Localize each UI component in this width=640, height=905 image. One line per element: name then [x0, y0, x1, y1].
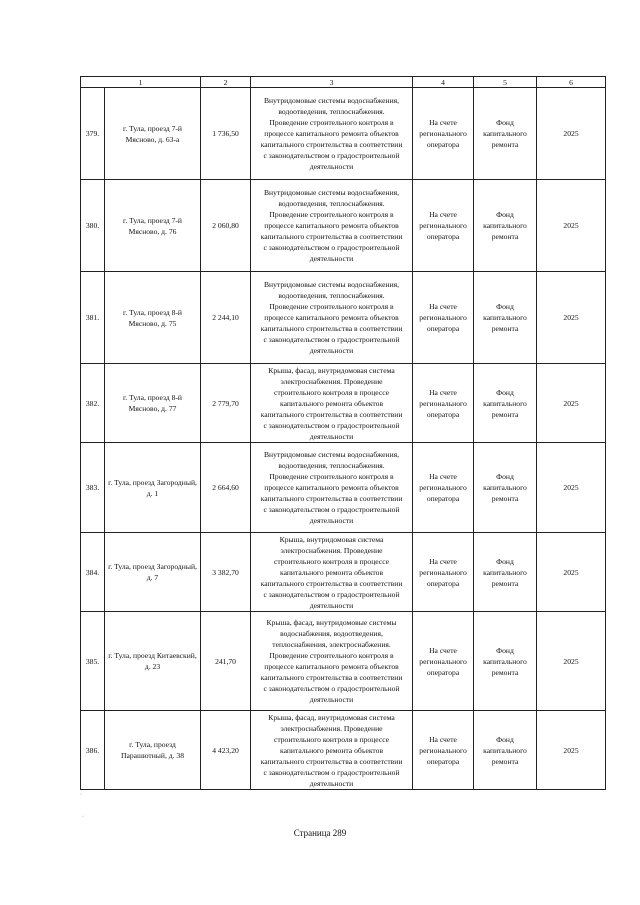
header-col-2: 2 [201, 77, 251, 88]
row-works: Внутридомовые системы водоснабжения, водоотведения, теплоснабжения. Проведение строительного контроля в процессе капитального ремонта объектов капитального строительства в соответствии с законодательством о градостроительной деятельности [251, 88, 413, 180]
row-number: 380. [81, 180, 105, 272]
row-year: 2025 [537, 88, 606, 180]
table-row [81, 711, 606, 790]
row-works: Внутридомовые системы водоснабжения, водоотведения, теплоснабжения. Проведение строительного контроля в процессе капитального ремонта объектов капитального строительства в соответствии с законодательством о градостроительной деятельности [251, 443, 413, 533]
row-cost: 2 060,80 [201, 180, 251, 272]
table-row [81, 88, 606, 180]
header-col-5: 5 [474, 77, 537, 88]
row-fund: Фонд капитального ремонта [474, 180, 537, 272]
row-year: 2025 [537, 272, 606, 364]
row-number: 385. [81, 612, 105, 711]
row-number: 384. [81, 533, 105, 612]
row-source: На счете регионального оператора [413, 443, 474, 533]
row-address: г. Тула, проезд Загородный, д. 7 [105, 533, 201, 612]
row-source: На счете регионального оператора [413, 180, 474, 272]
row-year: 2025 [537, 180, 606, 272]
row-number: 379. [81, 88, 105, 180]
row-fund: Фонд капитального ремонта [474, 88, 537, 180]
row-cost: 2 664,60 [201, 443, 251, 533]
table-row [81, 180, 606, 272]
row-number: 381. [81, 272, 105, 364]
row-cost: 3 382,70 [201, 533, 251, 612]
row-works: Крыша, внутридомовая система электроснабжения. Проведение строительного контроля в процессе капитального ремонта объектов капитального строительства в соответствии с законодательством о градостроительной деятельности [251, 533, 413, 612]
header-row [81, 77, 606, 88]
row-number: 382. [81, 364, 105, 443]
row-year: 2025 [537, 443, 606, 533]
row-source: На счете регионального оператора [413, 533, 474, 612]
row-number: 383. [81, 443, 105, 533]
scan-artifact: · [80, 792, 82, 798]
row-source: На счете регионального оператора [413, 364, 474, 443]
row-fund: Фонд капитального ремонта [474, 533, 537, 612]
table-row [81, 533, 606, 612]
row-fund: Фонд капитального ремонта [474, 612, 537, 711]
row-fund: Фонд капитального ремонта [474, 364, 537, 443]
row-fund: Фонд капитального ремонта [474, 711, 537, 790]
table-row [81, 272, 606, 364]
row-source: На счете регионального оператора [413, 612, 474, 711]
row-source: На счете регионального оператора [413, 272, 474, 364]
header-col-3: 3 [251, 77, 413, 88]
header-col-4: 4 [413, 77, 474, 88]
page-number: Страница 289 [293, 828, 347, 838]
repair-schedule-table [80, 76, 606, 790]
row-works: Крыша, фасад, внутридомовая система электроснабжения. Проведение строительного контроля в процессе капитального ремонта объектов капитального строительства в соответствии с законодательством о градостроительной деятельности [251, 364, 413, 443]
row-year: 2025 [537, 364, 606, 443]
row-year: 2025 [537, 711, 606, 790]
row-source: На счете регионального оператора [413, 711, 474, 790]
row-fund: Фонд капитального ремонта [474, 272, 537, 364]
row-cost: 4 423,20 [201, 711, 251, 790]
row-works: Внутридомовые системы водоснабжения, водоотведения, теплоснабжения. Проведение строительного контроля в процессе капитального ремонта объектов капитального строительства в соответствии с законодательством о градостроительной деятельности [251, 180, 413, 272]
header-col-6: 6 [537, 77, 606, 88]
row-year: 2025 [537, 533, 606, 612]
row-works: Внутридомовые системы водоснабжения, водоотведения, теплоснабжения. Проведение строительного контроля в процессе капитального ремонта объектов капитального строительства в соответствии с законодательством о градостроительной деятельности [251, 272, 413, 364]
row-works: Крыша, фасад, внутридомовые системы водоснабжения, водоотведения, теплоснабжения, электроснабжения. Проведение строительного контроля в процессе капитального ремонта объектов капитального строительства в соответствии с законодательством о градостроительной деятельности [251, 612, 413, 711]
scan-artifact: · [82, 814, 84, 820]
row-address: г. Тула, проезд 8-й Мясново, д. 75 [105, 272, 201, 364]
row-address: г. Тула, проезд 8-й Мясново, д. 77 [105, 364, 201, 443]
header-col-1: 1 [81, 77, 201, 88]
row-works: Крыша, фасад, внутридомовая система электроснабжения. Проведение строительного контроля в процессе капитального ремонта объектов капитального строительства в соответствии с законодательством о градостроительной деятельности [251, 711, 413, 790]
table-row [81, 364, 606, 443]
row-source: На счете регионального оператора [413, 88, 474, 180]
table-row [81, 443, 606, 533]
table-row [81, 612, 606, 711]
row-year: 2025 [537, 612, 606, 711]
row-address: г. Тула, проезд 7-й Мясново, д. 76 [105, 180, 201, 272]
row-number: 386. [81, 711, 105, 790]
row-cost: 241,70 [201, 612, 251, 711]
row-cost: 1 736,50 [201, 88, 251, 180]
row-cost: 2 244,10 [201, 272, 251, 364]
row-cost: 2 779,70 [201, 364, 251, 443]
row-address: г. Тула, проезд 7-й Мясново, д. 63-а [105, 88, 201, 180]
row-address: г. Тула, проезд Китаевский, д. 23 [105, 612, 201, 711]
row-address: г. Тула, проезд Парашютный, д. 38 [105, 711, 201, 790]
row-address: г. Тула, проезд Загородный, д. 1 [105, 443, 201, 533]
row-fund: Фонд капитального ремонта [474, 443, 537, 533]
